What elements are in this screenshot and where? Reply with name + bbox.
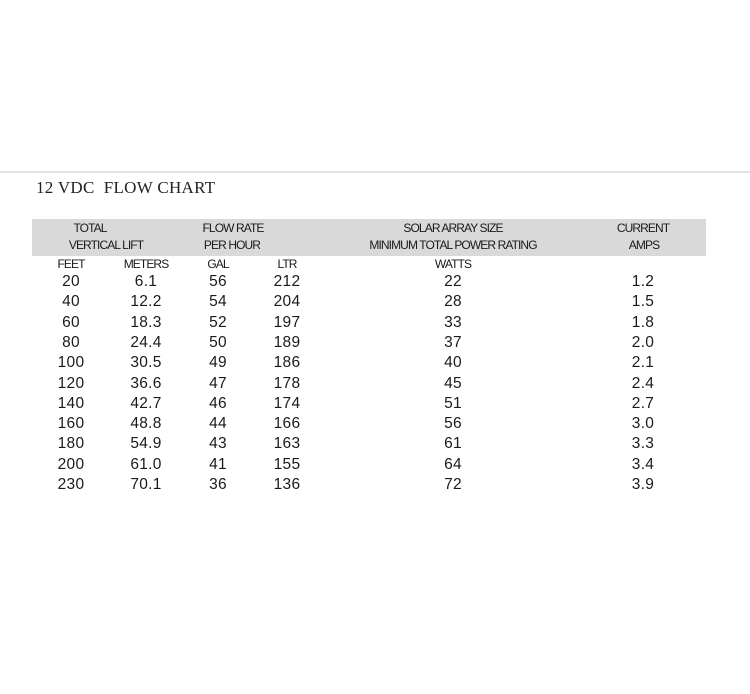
table-cell-gal: 43 <box>209 435 227 453</box>
table-cell-feet: 160 <box>57 415 85 433</box>
table-cell-meters: 70.1 <box>130 476 162 493</box>
table-cell-feet: 40 <box>62 293 80 311</box>
table-cell-ltr: 174 <box>273 394 301 412</box>
header-amps: AMPS <box>628 238 660 252</box>
header-min-power-rating: MINIMUM TOTAL POWER RATING <box>369 238 537 252</box>
table-cell-meters: 24.4 <box>130 333 162 351</box>
table-cell-feet: 230 <box>57 476 85 493</box>
table-cell-watts: 22 <box>444 273 462 290</box>
table-cell-amps: 1.8 <box>631 313 655 331</box>
table-cell-ltr: 155 <box>273 455 301 473</box>
table-cell-ltr: 178 <box>273 374 301 392</box>
table-cell-watts: 28 <box>444 293 462 311</box>
table-cell-amps: 3.9 <box>631 476 655 493</box>
table-cell-amps: 3.4 <box>631 455 655 473</box>
table-cell-meters: 12.2 <box>130 293 162 311</box>
table-cell-gal: 52 <box>209 313 227 331</box>
header-vertical-lift: VERTICAL LIFT <box>68 238 144 252</box>
table-cell-gal: 50 <box>209 333 227 351</box>
unit-feet: FEET <box>57 257 85 271</box>
unit-ltr: LTR <box>277 257 297 271</box>
table-cell-ltr: 189 <box>273 333 301 351</box>
table-cell-ltr: 166 <box>273 415 301 433</box>
table-cell-ltr: 136 <box>273 476 301 493</box>
table-cell-watts: 72 <box>444 476 462 493</box>
header-current: CURRENT <box>616 221 670 235</box>
table-cell-meters: 61.0 <box>130 455 162 473</box>
table-cell-ltr: 197 <box>273 313 301 331</box>
table-cell-amps: 2.7 <box>631 394 655 412</box>
table-cell-gal: 49 <box>209 354 227 372</box>
table-cell-watts: 45 <box>444 374 462 392</box>
table-cell-feet: 200 <box>57 455 85 473</box>
table-cell-feet: 60 <box>62 313 80 331</box>
table-cell-watts: 37 <box>444 333 462 351</box>
header-total: TOTAL <box>73 221 107 235</box>
header-per-hour: PER HOUR <box>203 238 261 252</box>
table-cell-amps: 1.5 <box>631 293 655 311</box>
table-cell-feet: 140 <box>57 394 85 412</box>
table-cell-feet: 80 <box>62 333 80 351</box>
table-cell-meters: 18.3 <box>130 313 162 331</box>
table-cell-meters: 48.8 <box>130 415 162 433</box>
table-cell-meters: 42.7 <box>130 394 162 412</box>
table-cell-watts: 40 <box>444 354 462 372</box>
table-cell-feet: 100 <box>57 354 85 372</box>
header-solar-array-size: SOLAR ARRAY SIZE <box>403 221 503 235</box>
table-cell-watts: 56 <box>444 415 462 433</box>
table-cell-gal: 46 <box>209 394 227 412</box>
table-cell-feet: 180 <box>57 435 85 453</box>
table-cell-gal: 41 <box>209 455 227 473</box>
table-cell-gal: 36 <box>209 476 227 493</box>
table-cell-ltr: 212 <box>273 273 301 290</box>
table-cell-watts: 51 <box>444 394 462 412</box>
table-cell-meters: 54.9 <box>130 435 162 453</box>
table-cell-gal: 54 <box>209 293 227 311</box>
table-cell-gal: 47 <box>209 374 227 392</box>
unit-watts: WATTS <box>434 257 472 271</box>
table-cell-amps: 2.0 <box>631 333 655 351</box>
table-cell-amps: 2.4 <box>631 374 655 392</box>
table-cell-meters: 36.6 <box>130 374 162 392</box>
table-cell-watts: 33 <box>444 313 462 331</box>
table-cell-meters: 6.1 <box>134 273 158 290</box>
table-cell-feet: 20 <box>62 273 80 290</box>
table-cell-watts: 64 <box>444 455 462 473</box>
table-cell-meters: 30.5 <box>130 354 162 372</box>
table-cell-gal: 56 <box>209 273 227 290</box>
table-cell-watts: 61 <box>444 435 462 453</box>
unit-meters: METERS <box>123 257 169 271</box>
table-cell-ltr: 163 <box>273 435 301 453</box>
header-flow-rate: FLOW RATE <box>202 221 264 235</box>
unit-gal: GAL <box>207 257 229 271</box>
page-title: 12 VDC FLOW CHART <box>36 178 216 197</box>
table-cell-amps: 3.3 <box>631 435 655 453</box>
divider-line <box>0 171 750 173</box>
table-cell-amps: 2.1 <box>631 354 655 372</box>
table-cell-feet: 120 <box>57 374 85 392</box>
table-cell-gal: 44 <box>209 415 227 433</box>
table-cell-amps: 3.0 <box>631 415 655 433</box>
table-cell-ltr: 186 <box>273 354 301 372</box>
table-cell-ltr: 204 <box>273 293 301 311</box>
table-cell-amps: 1.2 <box>631 273 655 290</box>
